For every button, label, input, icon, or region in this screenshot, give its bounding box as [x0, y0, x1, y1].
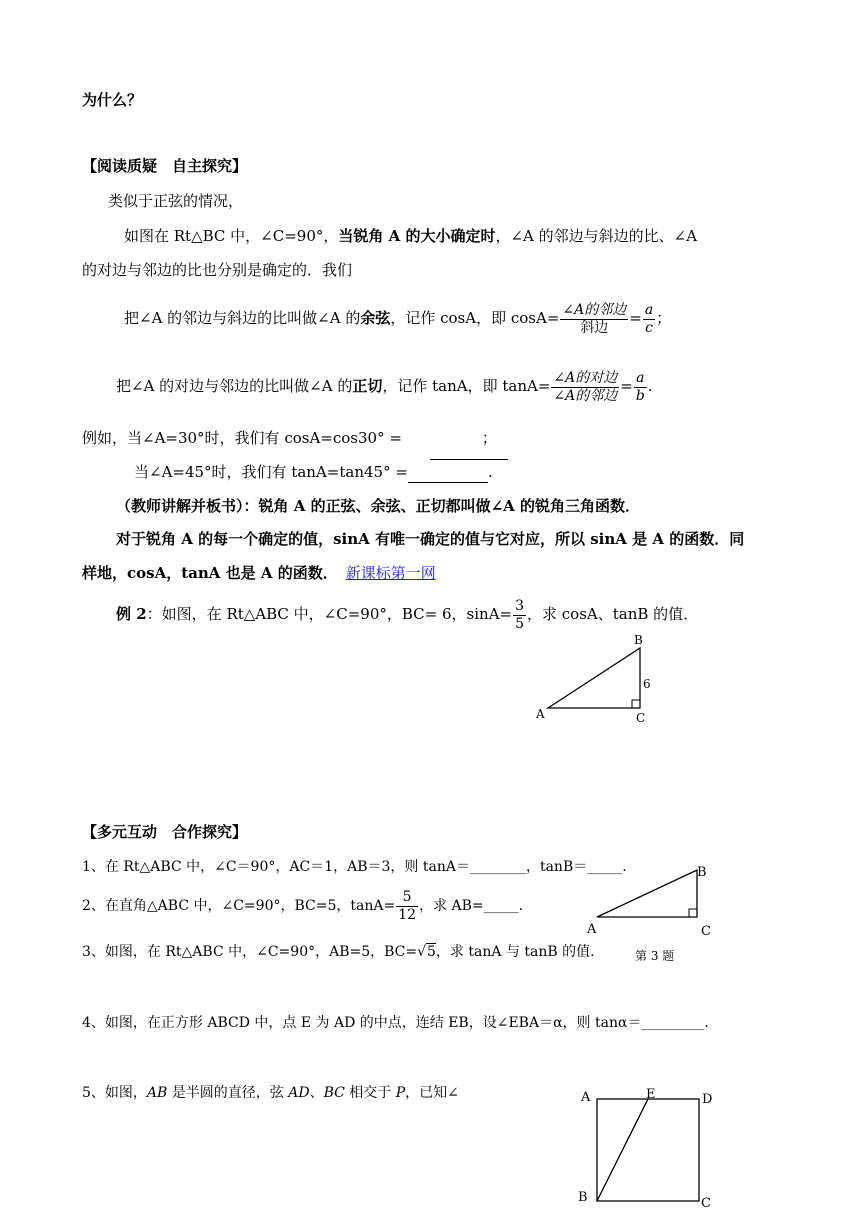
- text-segment: ，求 tanA 与 tanB 的值.: [435, 944, 595, 960]
- question-5: [82, 1083, 459, 1103]
- text-segment: 相交于: [344, 1085, 396, 1101]
- triangle-shape: [548, 648, 640, 708]
- fraction-denominator: 12: [398, 906, 417, 923]
- term-tangent: 正切: [352, 377, 383, 395]
- text-segment: 把∠A 的邻边与斜边的比叫做∠A 的: [124, 309, 361, 327]
- right-angle-mark: [689, 909, 697, 917]
- text-segment: 样地，cosA，tanA 也是 A 的函数．: [82, 564, 338, 582]
- example-cos30: 例如，当∠A=30°时，我们有 cosA=cos30° = ；: [82, 429, 497, 447]
- function-paragraph-cont: [82, 563, 436, 583]
- vertex-label-c: C: [636, 711, 646, 725]
- cosine-fraction: [560, 302, 628, 337]
- right-angle-mark: [632, 700, 640, 708]
- fraction-numerator: a: [644, 301, 654, 318]
- fraction-numerator: ∠A的邻边: [562, 301, 627, 318]
- paragraph-figure-intro: [124, 226, 697, 246]
- question-2: [82, 886, 523, 926]
- triangle-figure-example2: [520, 630, 660, 730]
- text-segment: ，记作 tanA，即 tanA=: [382, 377, 551, 395]
- website-link[interactable]: 新课标第一网: [345, 564, 436, 582]
- text-segment: 例如，当∠A=30°时，我们有 cosA=cos30° =: [82, 429, 402, 447]
- why-text: 为什么？: [82, 91, 143, 109]
- tangent-fraction: [551, 370, 619, 405]
- question-4: 4、如图，在正方形 ABCD 中，点 E 为 AD 的中点，连结 EB，设∠EBA＝α，则 tanα＝_________.: [82, 1015, 709, 1031]
- segment-eb: [597, 1099, 648, 1201]
- cosine-ratio-fraction: [643, 302, 655, 337]
- question-1: 1、在 Rt△ABC 中，∠C＝90°，AC＝1，AB＝3，则 tanA＝________，tanB＝_____.: [82, 859, 627, 875]
- vertex-label-c: C: [701, 924, 711, 939]
- triangle-figure-question3: [585, 860, 715, 965]
- section-title-reading: 【阅读质疑 自主探究】: [82, 157, 248, 175]
- fraction-numerator: a: [634, 370, 647, 388]
- fraction-numerator: ∠A的对边: [553, 369, 618, 386]
- sqrt-symbol: √: [417, 944, 427, 960]
- tan-fraction: [396, 889, 418, 924]
- vertex-label-a: A: [581, 1090, 591, 1105]
- text-segment: ，已知∠: [405, 1085, 459, 1101]
- text-segment: 3、如图，在 Rt△ABC 中，∠C=90°，AB=5，BC=: [82, 944, 418, 960]
- vertex-label-b: B: [697, 865, 707, 880]
- triangle-shape: [597, 870, 697, 917]
- text-segment: 、: [309, 1085, 324, 1101]
- text-segment: 如图在 Rt△BC 中，∠C=90°，: [124, 227, 339, 245]
- fraction-denominator: 斜边: [580, 319, 609, 336]
- teacher-note: （教师讲解并板书）：锐角 A 的正弦、余弦、正切都叫做∠A 的锐角三角函数．: [116, 497, 641, 515]
- vertex-label-d: D: [702, 1092, 713, 1107]
- vertex-label-b: B: [578, 1190, 588, 1205]
- square-figure-question4: [572, 1085, 722, 1216]
- paragraph-similar: 类似于正弦的情况，: [108, 192, 244, 210]
- text-segment: ，∠A 的邻边与斜边的比、∠A: [495, 227, 698, 245]
- sin-fraction: [513, 598, 526, 633]
- tangent-ratio-fraction: [634, 370, 647, 405]
- side-length-label: 6: [643, 677, 651, 691]
- square-shape: [597, 1099, 699, 1201]
- tangent-definition: 把∠A 的对边与邻边的比叫做∠A 的正切，记作 tanA，即 tanA= $\frac{\text{∠A的对边}}{\text{∠A的邻边}}$ = $\frac{a}{b}$ .: [116, 369, 653, 404]
- text-segment: 把∠A 的对边与邻边的比叫做∠A 的: [116, 377, 353, 395]
- text-segment: 2、在直角△ABC 中，∠C=90°，BC=5，tanA=: [82, 898, 396, 914]
- math-point-p: P: [395, 1085, 406, 1101]
- vertex-label-c: C: [701, 1196, 711, 1211]
- fraction-numerator: 3: [515, 597, 525, 614]
- example-label: 例 2: [116, 605, 147, 623]
- text-segment: 是半圆的直径，弦: [167, 1085, 289, 1101]
- text-segment: ，求 AB=_____.: [419, 898, 524, 914]
- text-segment: 当∠A=45°时，我们有 tanA=tan45° =: [134, 463, 408, 481]
- example-2: [116, 594, 698, 634]
- paragraph-figure-intro-cont: 的对边与邻边的比也分别是确定的．我们: [82, 261, 353, 279]
- sqrt-radicand: 5: [427, 944, 436, 960]
- question-3: [82, 942, 595, 962]
- vertex-label-a: A: [587, 922, 597, 937]
- vertex-label-b: B: [634, 633, 643, 647]
- text-segment: 5、如图，: [82, 1085, 147, 1101]
- answer-blank[interactable]: [408, 462, 488, 483]
- term-cosine: 余弦: [360, 309, 391, 327]
- math-segment-ad: AD: [288, 1085, 310, 1101]
- blank-overline: [430, 459, 508, 460]
- bold-segment: 当锐角 A 的大小确定时: [338, 227, 496, 245]
- text-segment: ，求 cosA、tanB 的值．: [527, 605, 699, 623]
- math-segment-bc: BC: [323, 1085, 345, 1101]
- text-segment: ，记作 cosA，即 cosA=: [390, 309, 560, 327]
- fraction-denominator: 5: [515, 615, 525, 632]
- fraction-denominator: ∠A的邻边: [553, 387, 618, 404]
- fraction-numerator: 5: [396, 889, 418, 907]
- example-tan45: 当∠A=45°时，我们有 tanA=tan45° = .: [134, 463, 493, 481]
- section-title-interactive: 【多元互动 合作探究】: [82, 823, 248, 841]
- point-label-e: E: [646, 1087, 656, 1102]
- fraction-denominator: b: [635, 387, 645, 404]
- fraction-denominator: c: [645, 319, 653, 336]
- function-paragraph: 对于锐角 A 的每一个确定的值，sinA 有唯一确定的值与它对应，所以 sinA 是 A 的函数．同: [116, 530, 745, 548]
- math-segment-ab: AB: [146, 1085, 168, 1101]
- figure-caption: 第 3 题: [635, 949, 675, 963]
- cosine-definition: 把∠A 的邻边与斜边的比叫做∠A 的余弦，记作 cosA，即 cosA= $\frac{\text{∠A的邻边}}{\text{斜边}}$ = $\frac{a}{c}$ ；: [124, 301, 672, 336]
- vertex-label-a: A: [536, 707, 545, 721]
- text-segment: ：如图，在 Rt△ABC 中，∠C=90°，BC= 6，sinA=: [146, 605, 513, 623]
